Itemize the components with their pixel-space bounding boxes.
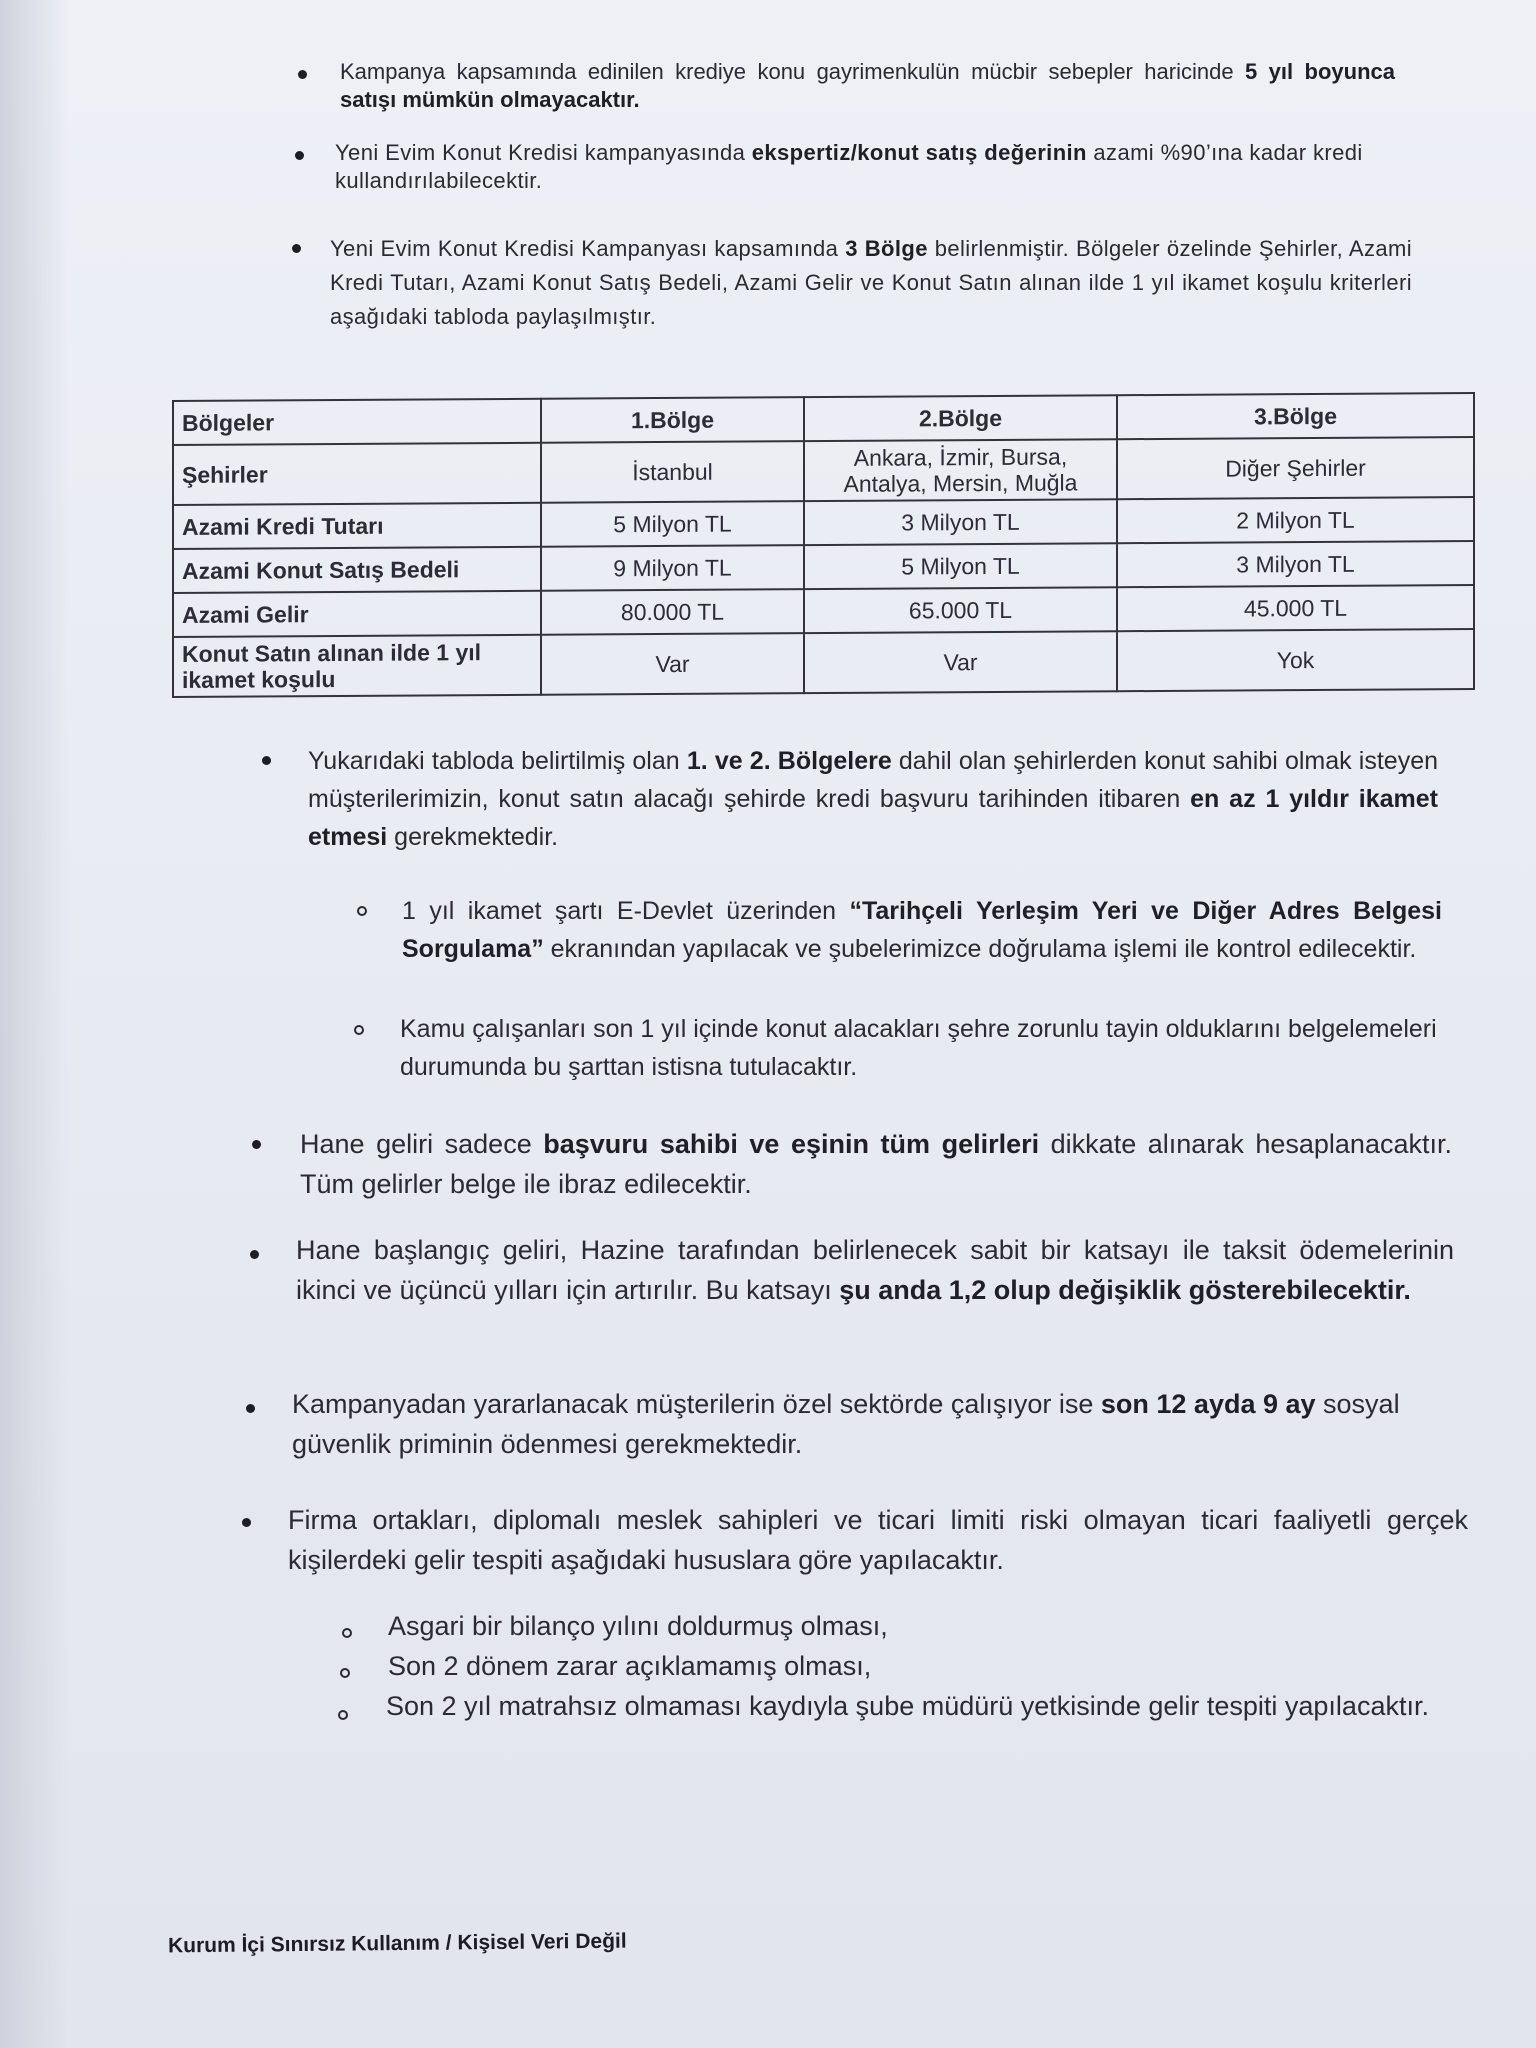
bold-text: 3 Bölge — [845, 236, 928, 261]
bullet-dot — [242, 1518, 251, 1527]
bullet-dot — [250, 1250, 259, 1259]
text: Firma ortakları, diplomalı meslek sahipleri ve ticari limiti riski olmayan ticari faaliyetli gerçek kişilerdeki gelir tespiti aşağıdaki hususlara göre yapılacaktır. — [288, 1505, 1468, 1575]
bold-text: en az 1 yıldır ikamet etmesi — [308, 785, 1439, 851]
text: Kampanyadan yararlanacak müşterilerin özel sektörde çalışıyor ise — [292, 1389, 1101, 1419]
bold-text: 5 yıl boyunca satışı mümkün olmayacaktır. — [340, 59, 1395, 112]
table-row — [173, 497, 1474, 549]
bold-text: şu anda 1,2 olup değişiklik gösterebilecektir. — [839, 1275, 1411, 1305]
sub-bullet-circle — [340, 1668, 350, 1678]
text: Yukarıdaki tabloda belirtilmiş olan — [308, 747, 687, 775]
text: Yeni Evim Konut Kredisi kampanyasında — [335, 140, 752, 165]
text: gerekmektedir. — [387, 823, 559, 851]
sub-bullet-circle — [354, 1025, 364, 1035]
table-header-cell: 1.Bölge — [541, 397, 804, 443]
sub-bullet-circle — [338, 1710, 348, 1720]
text: belirlenmiştir. Bölgeler özelinde Şehirler, Azami Kredi Tutarı, Azami Konut Satış Bedeli, Azami Gelir ve Konut Satın alınan ilde 1 yıl ikamet koşulu kriterleri aşağıdaki tabloda paylaşılmıştır. — [330, 236, 1412, 329]
sub-bullet-circle — [342, 1628, 352, 1638]
table-cell: 2 Milyon TL — [1117, 497, 1474, 543]
paragraph-income-coefficient — [296, 1230, 1454, 1310]
text: azami %90’ına kadar kredi kullandırılabilecektir. — [335, 140, 1363, 193]
paragraph-credit-ratio — [335, 139, 1405, 195]
text: Kamu çalışanları son 1 yıl içinde konut alacakları şehre zorunlu tayin olduklarını belgelemeleri durumunda bu şarttan istisna tutulacaktır. — [400, 1015, 1437, 1081]
paragraph-household-income — [300, 1124, 1452, 1204]
text: Son 2 yıl matrahsız olmaması kaydıyla şube müdürü yetkisinde gelir tespiti yapılacaktır. — [386, 1691, 1429, 1721]
text: dikkate alınarak hesaplanacaktır. Tüm gelirler belge ile ibraz edilecektir. — [300, 1129, 1452, 1199]
row-label: Azami Kredi Tutarı — [173, 503, 541, 549]
table-header-cell: 3.Bölge — [1117, 393, 1474, 439]
text: dahil olan şehirlerden konut sahibi olmak isteyen müşterilerimizin, konut satın alacağı şehirde kredi başvuru tarihinden itibaren — [308, 747, 1438, 813]
bullet-dot — [292, 244, 301, 253]
bullet-dot — [252, 1140, 261, 1149]
bold-text: son 12 ayda 9 ay — [1100, 1389, 1316, 1419]
table-cell: Ankara, İzmir, Bursa, Antalya, Mersin, Muğla — [804, 439, 1117, 501]
table-cell: Var — [804, 631, 1117, 693]
row-label: Azami Konut Satış Bedeli — [173, 547, 541, 593]
list-item — [388, 1606, 1468, 1646]
table-cell: Var — [541, 633, 804, 695]
bold-text: “Tarihçeli Yerleşim Yeri ve Diğer Adres Belgesi Sorgulama” — [402, 897, 1443, 963]
table-row — [173, 629, 1474, 697]
bullet-dot — [246, 1404, 255, 1413]
row-label: Azami Gelir — [173, 591, 541, 637]
sub-bullet-circle — [357, 906, 367, 916]
paragraph-public-employee-exception — [400, 1010, 1448, 1086]
table-cell: 3 Milyon TL — [1117, 541, 1474, 587]
table-cell: Yok — [1117, 629, 1474, 691]
table-cell: 5 Milyon TL — [541, 501, 804, 547]
text: Hane geliri sadece — [300, 1129, 544, 1159]
table-cell: İstanbul — [541, 441, 804, 503]
text: Kampanya kapsamında edinilen krediye konu gayrimenkulün mücbir sebepler haricinde — [340, 59, 1245, 84]
bold-text: başvuru sahibi ve eşinin tüm gelirleri — [543, 1129, 1040, 1159]
paragraph-edevlet-check — [402, 892, 1442, 968]
bullet-dot — [295, 151, 304, 160]
table-cell: 5 Milyon TL — [804, 543, 1117, 589]
paragraph-sale-restriction — [340, 58, 1395, 114]
row-label: Konut Satın alınan ilde 1 yıl ikamet koşulu — [173, 635, 541, 697]
table-cell: 65.000 TL — [804, 587, 1117, 633]
bullet-dot — [298, 70, 307, 79]
table-cell: 80.000 TL — [541, 589, 804, 635]
text: Hane başlangıç geliri, Hazine tarafından belirlenecek sabit bir katsayı ile taksit ödemelerinin ikinci ve üçüncü yılları için artırılır. Bu katsayı — [296, 1235, 1454, 1305]
regions-table — [172, 392, 1475, 698]
paragraph-social-security — [292, 1384, 1462, 1464]
table-cell: 3 Milyon TL — [804, 499, 1117, 545]
table-row — [173, 585, 1474, 637]
table-header-row — [173, 393, 1474, 445]
table-cell: Diğer Şehirler — [1117, 437, 1474, 499]
table-header-cell: 2.Bölge — [804, 395, 1117, 441]
paragraph-residence-requirement — [308, 742, 1438, 856]
text: ekranından yapılacak ve şubelerimizce doğrulama işlemi ile kontrol edilecektir. — [543, 935, 1417, 963]
text: Son 2 dönem zarar açıklamamış olması, — [388, 1651, 872, 1681]
table-row — [173, 541, 1474, 593]
bold-text: ekspertiz/konut satış değerinin — [751, 140, 1087, 165]
bold-text: 1. ve 2. Bölgelere — [686, 747, 892, 775]
text: sosyal güvenlik priminin ödenmesi gerekmektedir. — [292, 1389, 1400, 1459]
text: 1 yıl ikamet şartı E-Devlet üzerinden — [402, 897, 850, 925]
list-item — [386, 1686, 1472, 1726]
paragraph-income-determination — [288, 1500, 1468, 1580]
text: Asgari bir bilanço yılını doldurmuş olması, — [388, 1611, 888, 1641]
text: Yeni Evim Konut Kredisi Kampanyası kapsamında — [330, 236, 846, 261]
table-row — [173, 437, 1474, 505]
classification-footer: Kurum İçi Sınırsız Kullanım / Kişisel Veri Değil — [167, 1929, 627, 1958]
row-label: Şehirler — [173, 443, 541, 505]
table-header-cell: Bölgeler — [173, 399, 541, 445]
list-item — [388, 1646, 1468, 1686]
table-cell: 9 Milyon TL — [541, 545, 804, 591]
table-cell: 45.000 TL — [1117, 585, 1474, 631]
paragraph-regions-intro — [330, 232, 1412, 334]
bullet-dot — [262, 756, 271, 765]
